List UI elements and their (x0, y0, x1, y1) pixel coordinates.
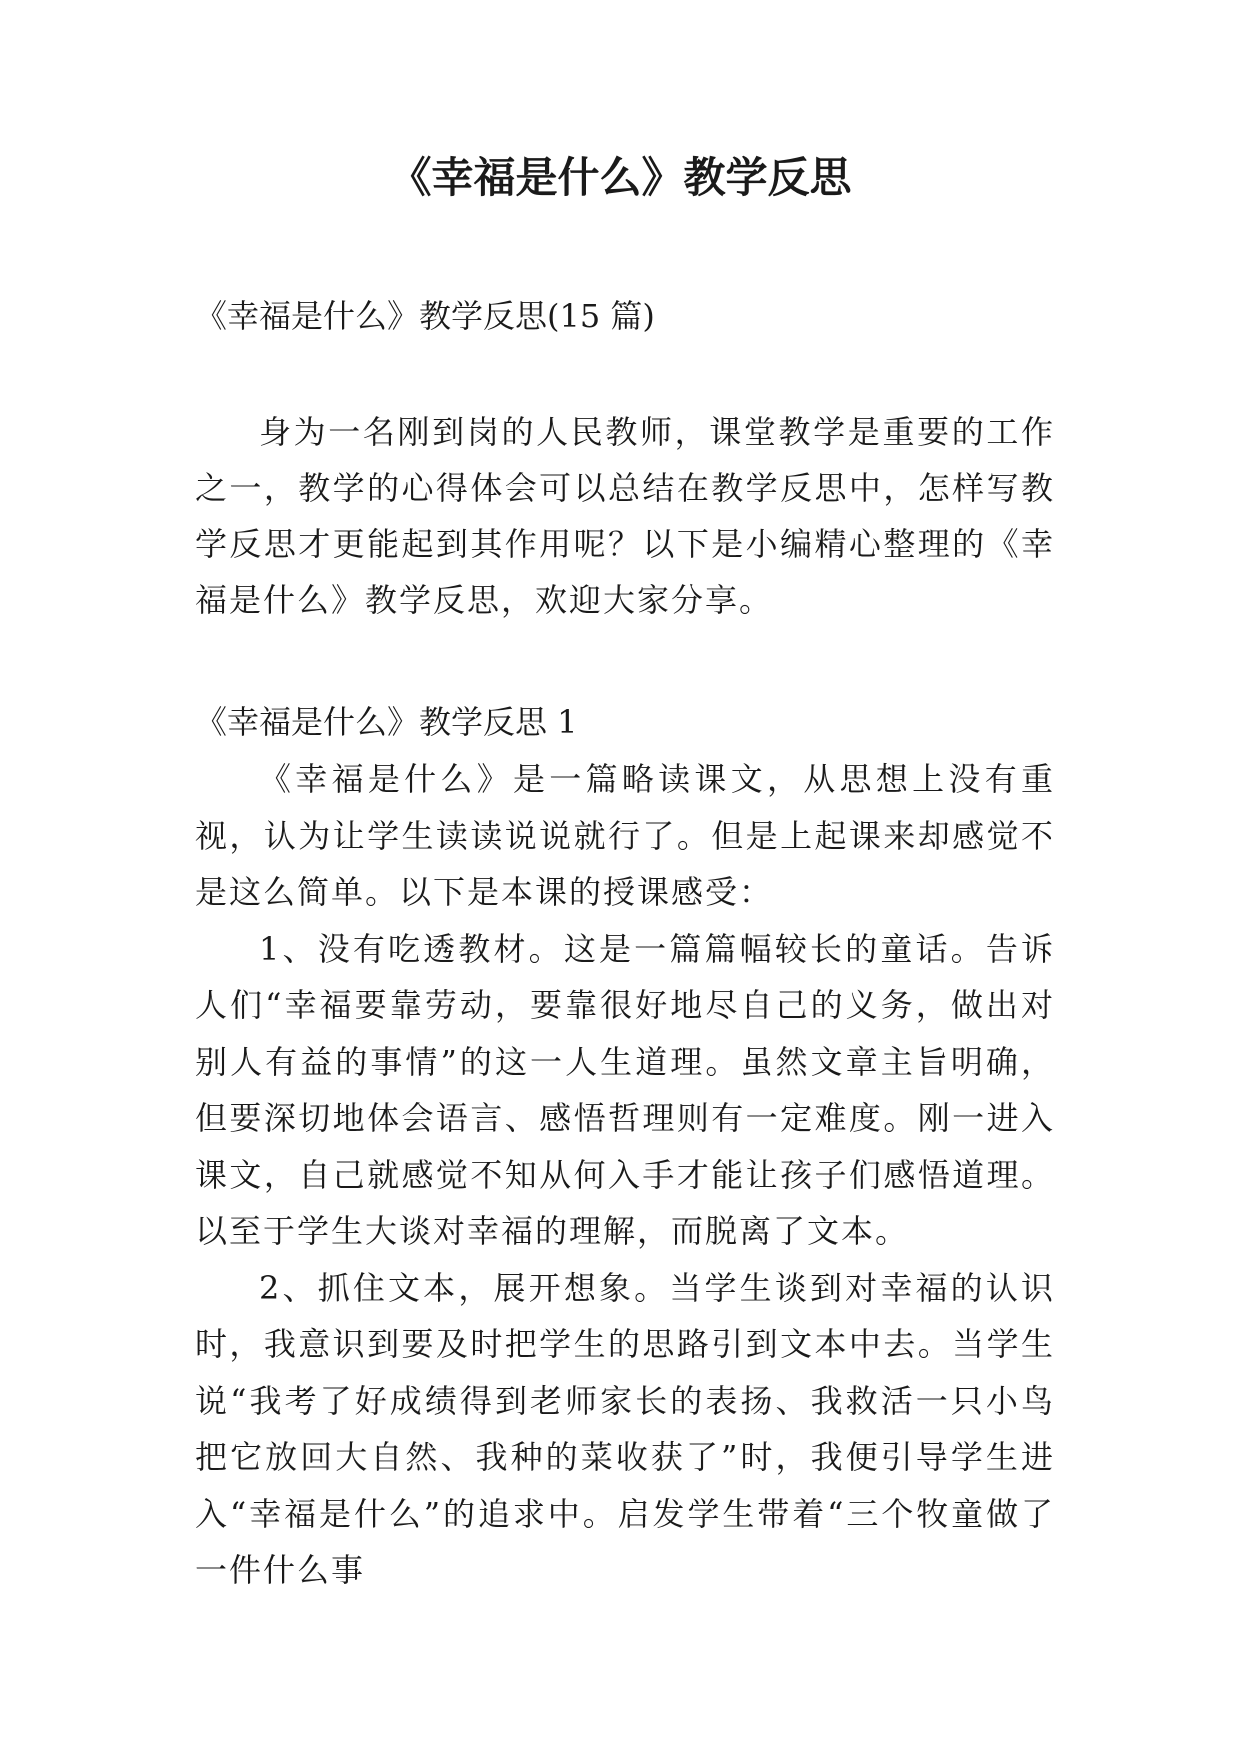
section-paragraph: 2、抓住文本，展开想象。当学生谈到对幸福的认识时，我意识到要及时把学生的思路引到文本中去。当学生说“我考了好成绩得到老师家长的表扬、我救活一只小鸟把它放回大自然、我种的菜收获了”时，我便引导学生进入“幸福是什么”的追求中。启发学生带着“三个牧童做了一件什么事 (195, 1268, 1055, 1589)
section-body (195, 751, 1055, 1599)
section-paragraph: 1、没有吃透教材。这是一篇篇幅较长的童话。告诉人们“幸福要靠劳动，要靠很好地尽自己的义务，做出对别人有益的事情”的这一人生道理。虽然文章主旨明确，但要深切地体会语言、感悟哲理则有一定难度。刚一进入课文，自己就感觉不知从何入手才能让孩子们感悟道理。以至于学生大谈对幸福的理解，而脱离了文本。 (195, 929, 1055, 1250)
section-heading: 《幸福是什么》教学反思 1 (195, 703, 578, 741)
intro-paragraph: 身为一名刚到岗的人民教师，课堂教学是重要的工作之一，教学的心得体会可以总结在教学反思中，怎样写教学反思才更能起到其作用呢？以下是小编精心整理的《幸福是什么》教学反思，欢迎大家分享。 (195, 413, 1055, 619)
section-paragraph: 《幸福是什么》是一篇略读课文，从思想上没有重视，认为让学生读读说说就行了。但是上起课来却感觉不是这么简单。以下是本课的授课感受： (195, 760, 1055, 911)
document-subtitle: 《幸福是什么》教学反思(15 篇) (195, 297, 655, 335)
document-title: 《幸福是什么》教学反思 (389, 153, 852, 202)
